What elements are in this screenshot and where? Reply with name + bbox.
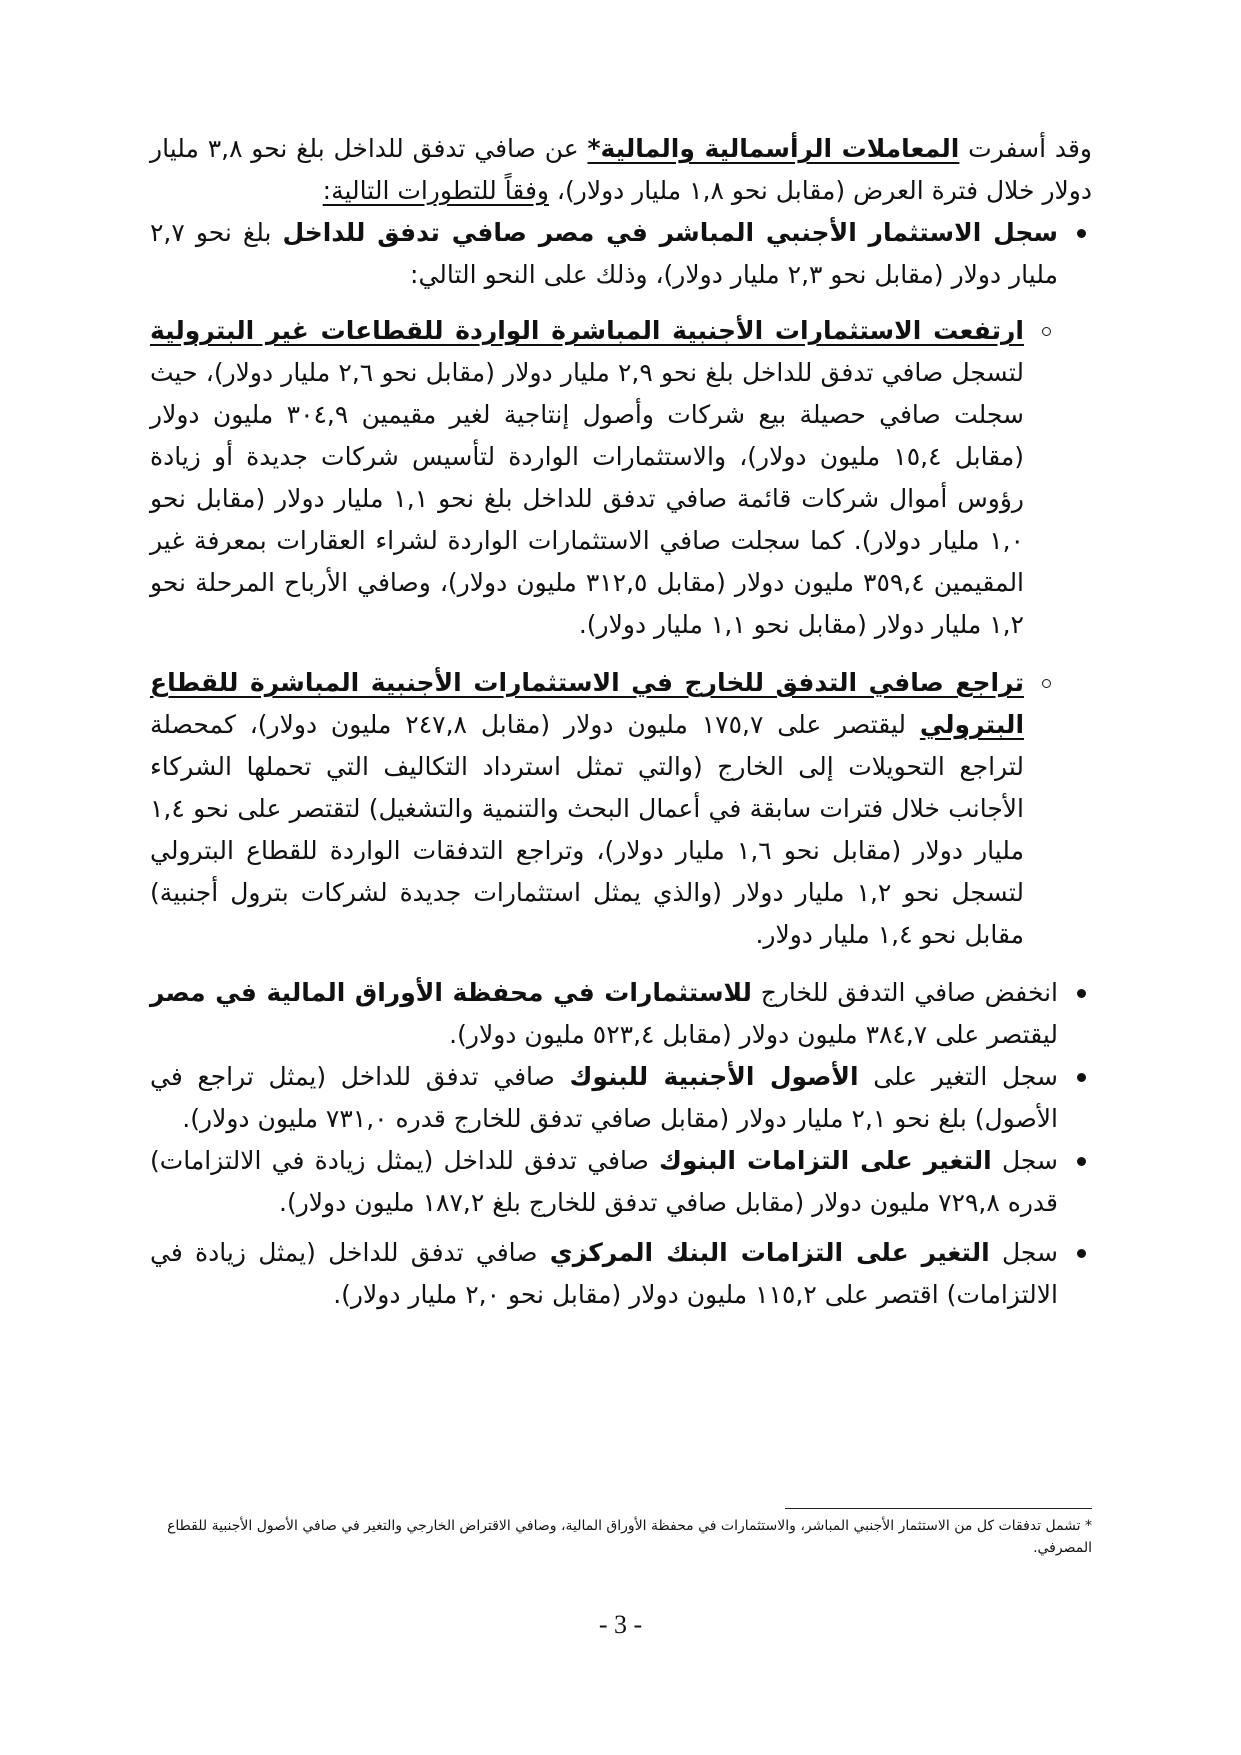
fdi-bold-heading: سجل الاستثمار الأجنبي المباشر في مصر صافي تدفق للداخل bbox=[282, 218, 1058, 247]
portfolio-bold-term: للاستثمارات في محفظة الأوراق المالية في مصر bbox=[150, 978, 752, 1007]
bank-assets-text-2: صافي تدفق للداخل (يمثل تراجع في الأصول) بلغ نحو ٢,١ مليار دولار (مقابل صافي تدفق للخارج قدره ٧٣١,٠ مليون دولار). bbox=[150, 1062, 1058, 1133]
bullet-portfolio bbox=[150, 972, 1092, 1056]
portfolio-text-2: ليقتصر على ٣٨٤,٧ مليون دولار (مقابل ٥٢٣,٤ مليون دولار). bbox=[449, 1020, 1058, 1049]
bullet-fdi bbox=[150, 212, 1092, 956]
bank-liab-bold-term: التغير على التزامات البنوك bbox=[659, 1146, 992, 1175]
cb-liab-text-2: صافي تدفق للداخل (يمثل زيادة في الالتزامات) اقتصر على ١١٥,٢ مليون دولار (مقابل نحو ٢,٠ مليار دولار). bbox=[150, 1238, 1058, 1309]
fdi-sub-list bbox=[150, 310, 1058, 956]
intro-paragraph bbox=[150, 128, 1092, 212]
page-number: - 3 - bbox=[598, 1610, 643, 1639]
intro-bold-term: المعاملات الرأسمالية والمالية* bbox=[587, 134, 960, 163]
petroleum-heading: تراجع صافي التدفق للخارج في الاستثمارات الأجنبية المباشرة للقطاع البترولي bbox=[150, 668, 1025, 739]
bank-assets-text: سجل التغير على bbox=[858, 1062, 1058, 1091]
non-petroleum-text: لتسجل صافي تدفق للداخل بلغ نحو ٢,٩ مليار دولار (مقابل نحو ٢,٦ مليار دولار)، حيث سجلت صافي حصيلة بيع شركات وأصول إنتاجية لغير مقيمين ٣٠٤,٩ مليون دولار (مقابل ١٥,٤ مليون دولار)، والاستثمارات الواردة لتأسيس شركات جديدة أو زيادة رؤوس أموال شركات قائمة صافي تدفق للداخل بلغ نحو ١,١ مليار دولار (مقابل نحو ١,٠ مليار دولار). كما سجلت صافي الاستثمارات الواردة لشراء العقارات بمعرفة غير المقيمين ٣٥٩,٤ مليون دولار (مقابل ٣١٢,٥ مليون دولار)، وصافي الأرباح المرحلة نحو ١,٢ مليار دولار (مقابل نحو ١,١ مليار دولار). bbox=[150, 358, 1025, 639]
bullet-central-bank-liabilities bbox=[150, 1232, 1092, 1316]
cb-liab-bold-term: التغير على التزامات البنك المركزي bbox=[549, 1238, 990, 1267]
petroleum-text: ليقتصر على ١٧٥,٧ مليون دولار (مقابل ٢٤٧,٨ مليون دولار)، كمحصلة لتراجع التحويلات إلى الخارج (والتي تمثل استرداد التكاليف التي تحملها الشركاء الأجانب خلال فترات سابقة في أعمال البحث والتنمية والتشغيل) لتقتصر على نحو ١,٤ مليار دولار (مقابل نحو ١,٦ مليار دولار)، وتراجع التدفقات الواردة للقطاع البترولي لتسجل نحو ١,٢ مليار دولار (والذي يمثل استثمارات جديدة لشركات بترول أجنبية) مقابل نحو ١,٤ مليار دولار. bbox=[150, 710, 1024, 949]
sub-bullet-petroleum bbox=[150, 662, 1058, 956]
main-bullet-list bbox=[150, 212, 1092, 1316]
sub-bullet-non-petroleum bbox=[150, 310, 1058, 646]
main-body bbox=[150, 128, 1092, 1316]
bullet-bank-liabilities bbox=[150, 1140, 1092, 1224]
cb-liab-text: سجل bbox=[989, 1238, 1058, 1267]
footnote-separator bbox=[785, 1508, 1092, 1509]
bank-liab-text-2: صافي تدفق للداخل (يمثل زيادة في الالتزامات) قدره ٧٢٩,٨ مليون دولار (مقابل صافي تدفق للخارج بلغ ١٨٧,٢ مليون دولار). bbox=[150, 1146, 1058, 1217]
fdi-text: بلغ نحو ٢,٧ مليار دولار (مقابل نحو ٢,٣ مليار دولار)، وذلك على النحو التالي: bbox=[150, 218, 1058, 289]
portfolio-text: انخفض صافي التدفق للخارج bbox=[751, 978, 1058, 1007]
intro-underlined-text: وفقاً للتطورات التالية: bbox=[322, 176, 549, 205]
intro-text-2: عن صافي تدفق للداخل بلغ نحو ٣,٨ مليار دولار خلال فترة العرض (مقابل نحو ١,٨ مليار دولار)، bbox=[150, 134, 1092, 205]
bank-liab-text: سجل bbox=[991, 1146, 1058, 1175]
bank-assets-bold-term: الأصول الأجنبية للبنوك bbox=[569, 1062, 859, 1091]
non-petroleum-heading: ارتفعت الاستثمارات الأجنبية المباشرة الواردة للقطاعات غير البترولية bbox=[150, 316, 1024, 345]
intro-text: وقد أسفرت bbox=[959, 134, 1092, 163]
footnote: * تشمل تدفقات كل من الاستثمار الأجنبي المباشر، والاستثمارات في محفظة الأوراق المالية، وصافي الاقتراض الخارجي والتغير في صافي الأصول الأجنبية للقطاع المصرفي. bbox=[167, 1518, 1092, 1556]
bullet-bank-assets bbox=[150, 1056, 1092, 1140]
